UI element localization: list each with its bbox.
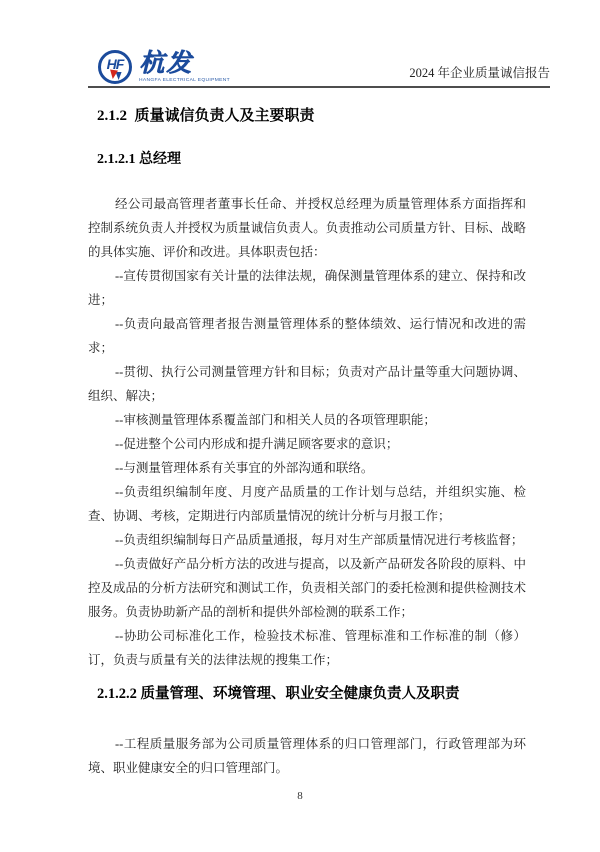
body-paragraph: --工程质量服务部为公司质量管理体系的归口管理部门，行政管理部为环境、职业健康安全的归口管理部门。 (88, 737, 526, 775)
logo-monogram: HF (106, 56, 124, 72)
brand-tagline: HANGFA ELECTRICAL EQUIPMENT (139, 77, 230, 83)
body-paragraph: --审核测量管理体系覆盖部门和相关人员的各项管理职能； (115, 413, 436, 427)
logo-brand-block (139, 51, 250, 83)
section-heading: 2.1.2 质量诚信负责人及主要职责 (97, 108, 315, 124)
brand-name: 杭发 (139, 50, 194, 77)
company-logo (88, 50, 250, 84)
page-number: 8 (297, 790, 303, 802)
body-paragraph: --与测量管理体系有关事宜的外部沟通和联络。 (115, 461, 374, 475)
body-paragraph: --促进整个公司内形成和提升满足顾客要求的意识； (115, 437, 399, 451)
subsection-1-content (88, 192, 526, 672)
body-paragraph: 经公司最高管理者董事长任命、并授权总经理为质量管理体系方面指挥和控制系统负责人并授权为质量诚信负责人。负责推动公司质量方针、目标、战略的具体实施、评价和改进。具体职责包括： (88, 197, 526, 259)
body-paragraph: --负责组织编制每日产品质量通报，每月对生产部质量情况进行考核监督； (115, 533, 524, 547)
report-title: 2024 年企业质量诚信报告 (409, 66, 550, 80)
document-body (0, 86, 600, 780)
body-paragraph: --负责做好产品分析方法的改进与提高，以及新产品研发各阶段的原料、中控及成品的分析方法研究和测试工作，负责相关部门的委托检测和提供检测技术服务。负责协助新产品的剖析和提供外部检测的联系工作； (88, 557, 526, 619)
subsection-2-heading: 2.1.2.2 质量管理、环境管理、职业安全健康负责人及职责 (97, 686, 460, 702)
body-paragraph: --贯彻、执行公司测量管理方针和目标；负责对产品计量等重大问题协调、组织、解决； (88, 365, 526, 403)
subsection-1-heading: 2.1.2.1 总经理 (97, 152, 181, 167)
body-paragraph: --负责向最高管理者报告测量管理体系的整体绩效、运行情况和改进的需求； (88, 317, 526, 355)
body-paragraph: --负责组织编制年度、月度产品质量的工作计划与总结，并组织实施、检查、协调、考核，定期进行内部质量情况的统计分析与月报工作； (88, 485, 526, 523)
body-paragraph: --宣传贯彻国家有关计量的法律法规，确保测量管理体系的建立、保持和改进； (88, 269, 526, 307)
subsection-2-content (88, 732, 526, 780)
body-paragraph: --协助公司标准化工作，检验技术标准、管理标准和工作标准的制（修）订，负责与质量有关的法律法规的搜集工作； (88, 629, 526, 667)
page-header (88, 42, 550, 88)
hf-logo-icon (98, 50, 132, 84)
